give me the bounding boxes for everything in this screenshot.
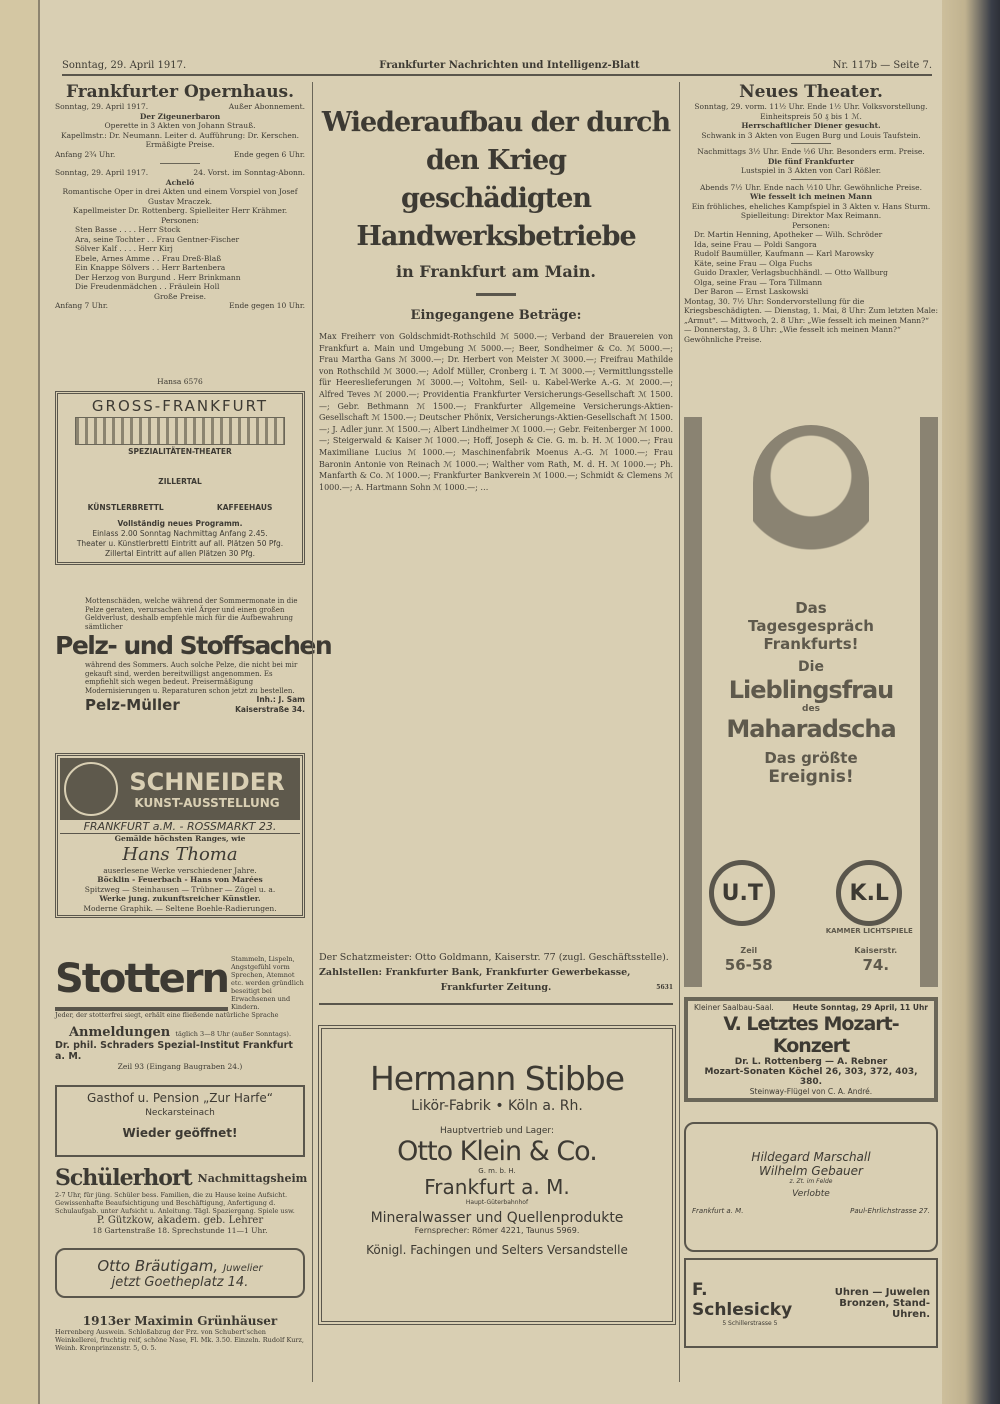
fiance-name: Wilhelm Gebauer (759, 1164, 863, 1178)
neues-line: Ein fröhliches, eheliches Kampfspiel in 3 Akten v. Hans Sturm. Spielleitung: Direktor Max Reimann. (691, 201, 931, 220)
film-line: Das (795, 599, 827, 617)
schlesicky-name: F. Schlesicky (692, 1279, 793, 1320)
ut-street: Zeil (740, 946, 758, 955)
stibbe-name: Hermann Stibbe (369, 1059, 625, 1098)
mozart-piano: Steinway-Flügel von C. A. André. (749, 1086, 873, 1096)
neues-play-3: Wie fesselt ich meinen Mann (749, 192, 873, 201)
issue-date: Sonntag, 29. April 1917. (62, 60, 187, 71)
pelz-intro: Mottenschäden, welche während der Sommermonate in die Pelze geraten, verursachen viel Ärger und einen großen Geldverlust, deshalb empfehle mich für die Aufbewahrung sämtlicher (85, 597, 298, 631)
maximin-title: 1913er Maximin Grünhäuser (82, 1314, 278, 1328)
engaged-city: Frankfurt a. M. (692, 1207, 744, 1215)
neues-more: Montag, 30. 7½ Uhr: Sondervorstellung für die Kriegsbeschädigten. — Dienstag, 1. Mai, 8 Uhr: Zum letzten Male: „Armut“. — Mittwoch, 2. 8 Uhr: „Wie fesselt ich meinen Mann?“ — Donnerstag, 3. 8 Uhr: „Wie fesselt ich meinen Mann?“ Gewöhnliche Preise. (684, 296, 938, 344)
film-line: Frankfurts! (763, 635, 859, 653)
mozart-artists: Dr. L. Rottenberg — A. Rebner (734, 1056, 888, 1067)
mozart-program: Mozart-Sonaten Köchel 26, 303, 372, 403, 380. (704, 1066, 918, 1087)
engagement-notice (684, 1122, 938, 1252)
kl-number: 74. (862, 956, 890, 974)
braeutigam-trade: Juwelier (223, 1263, 263, 1274)
stibbe-gmbh: G. m. b. H. (478, 1167, 516, 1175)
cast-line: Ein Knappe Sölvers . . Herr Bartenbera (75, 263, 226, 272)
pelz-body: während des Sommers. Auch solche Pelze, die nicht bei mir gekauft sind, werden bereitwilligst angenommen. Es empfiehlt sich wegen bedeut. Preisermäßigung Modernisierungen u. Reparaturen schon jetzt zu bestellen. (85, 661, 298, 695)
opera-prices-2: Große Preise. (153, 291, 207, 301)
kl-street: Kaiserstr. (854, 946, 898, 955)
pay-offices: Zahlstellen: Frankfurter Bank, Frankfurter Gewerbekasse, (319, 967, 631, 978)
film-title: Lieblingsfrau (728, 676, 894, 704)
ut-number: 56-58 (724, 956, 773, 974)
opera-begin-1: Anfang 2¾ Uhr. (55, 149, 116, 159)
schlesicky-goods-2: Bronzen, Stand-Uhren. (839, 1297, 930, 1320)
kl-logo: K.L (836, 860, 902, 926)
donation-list: Max Freiherr von Goldschmidt-Rothschild ℳ 5000.—; Verband der Brauereien von Frankfurt a. Main und Umgebung ℳ 5000.—; Beer, Sondheimer & Co. ℳ 5000.—; Frau Martha Gans ℳ 3000.—; Dr. Herbert von Meister ℳ 3000.—; Freifrau Mathilde von Rothschild ℳ 3000.—; Adolf Müller, Cronberg i. T. ℳ 3000.—; Vermittlungsstelle für Heereslieferungen ℳ 3000.—; Voltohm, Seil- u. Kabel-Werke A.-G. ℳ 2000.—; Alfred Teves ℳ 2000.—; Providentia Frankfurter Versicherungs-Gesellschaft ℳ 1500.—; Gebr. Bethmann ℳ 1500.—; Frankfurter Allgemeine Versicherungs-Aktien-Gesellschaft ℳ 1500.—; Deutscher Phönix, Versicherungs-Aktien-Gesellschaft ℳ 1500.—; J. Adler junr. ℳ 1500.—; Albert Lindheimer ℳ 1000.—; Gebr. Feitenberger ℳ 1000.—; Steigerwald & Kaiser ℳ 1000.—; Hoff, Joseph & Cie. G. m. b. H. ℳ 1000.—; Frau Maximiliane Lucius ℳ 1000.—; Maschinenfabrik Moenus A.-G. ℳ 1000.—; Frau Baronin Antonie von Reinach ℳ 1000.—; Walther vom Rath, M. d. H. ℳ 1000.—; Ph. Manfarth & Co. ℳ 1000.—; Frankfurter Bankverein ℳ 1000.—; Schmidt & Clemens ℳ 1000.—; A. Hartmann Sohn ℳ 1000.—; … (319, 332, 673, 492)
film-line: des (802, 704, 820, 714)
braeutigam-ad (55, 1248, 305, 1298)
page-number: Nr. 117b — Seite 7. (832, 60, 932, 71)
stibbe-haupt: Hauptvertrieb und Lager: (440, 1126, 554, 1136)
schneider-line-6: Moderne Graphik. — Seltene Boehle-Radierungen. (83, 903, 277, 913)
hort-sub: Nachmittagsheim (197, 1171, 308, 1185)
appeal-title-2: geschädigten Handwerksbetriebe (356, 183, 636, 252)
cast-line: Rudolf Baumüller, Kaufmann — Karl Marowsky (694, 249, 874, 258)
gross-price-2: Zillertal Eintritt auf allen Plätzen 30 Pfg. (105, 548, 255, 558)
pelz-owner: Inh.: J. Sam (256, 695, 305, 704)
schneider-sub: KUNST-AUSSTELLUNG (134, 796, 280, 810)
film-line: Die (798, 659, 824, 675)
opera-cond-1: Kapellmstr.: Dr. Neumann. Leiter d. Aufführung: Dr. Kerschen. (60, 130, 300, 140)
stottern-anm-2: täglich 3—8 Uhr (außer Sonntags). (175, 1029, 292, 1038)
kl-logo-ring: KAMMER LICHTSPIELE (825, 927, 913, 935)
appeal-footer (319, 950, 673, 1005)
neues-line: Lustspiel in 3 Akten von Carl Rößler. (740, 166, 882, 175)
stottern-side: Stammeln, Lispeln, Angstgefühl vorm Sprechen, Atemnot etc. werden gründlich beseitigt bei Erwachsenen und Kindern. (230, 955, 304, 1011)
treasurer: Der Schatzmeister: Otto Goldmann, Kaiserstr. 77 (zugl. Geschäftsstelle). (319, 952, 669, 963)
cast-line: Der Herzog von Burgund . Herr Brinkmann (75, 272, 241, 282)
stibbe-ad (318, 1025, 676, 1325)
cast-line: Sten Basse . . . . Herr Stock (75, 225, 181, 234)
appeal-title-1: Wiederaufbau der durch den Krieg (321, 107, 671, 176)
pelz-firm: Pelz-Müller (85, 695, 180, 714)
schuelerhort-ad (55, 1165, 308, 1236)
opera-play-1: Der Zigeunerbaron (139, 111, 221, 121)
maharaja-illustration (753, 425, 869, 595)
opera-desc-1: Operette in 3 Akten von Johann Strauß. (104, 121, 256, 130)
gross-frankfurt-ad (55, 377, 305, 569)
neues-line: Sonntag, 29. vorm. 11½ Uhr. Ende 1½ Uhr. Volksvorstellung. (694, 102, 928, 111)
engaged-status: Verlobte (792, 1189, 830, 1199)
opera-abo-1: Außer Abonnement. (228, 102, 305, 111)
schneider-line-2: auserlesene Werke verschiedener Jahre. (103, 865, 257, 875)
film-title-2: Maharadscha (726, 715, 896, 743)
right-column (684, 82, 938, 1327)
pay-offices-2: Frankfurter Zeitung. (440, 982, 552, 993)
neues-theater-title: Neues Theater. (739, 82, 883, 102)
harfe-place: Neckarsteinach (145, 1108, 215, 1118)
maximin-ad (55, 1314, 305, 1352)
binding-edge (942, 0, 1000, 1404)
opera-end-1: Ende gegen 6 Uhr. (233, 149, 305, 159)
stibbe-city: Frankfurt a. M. (424, 1175, 570, 1199)
harfe-open: Wieder geöffnet! (122, 1126, 238, 1140)
gross-title: GROSS-FRANKFURT (91, 396, 269, 415)
schneider-title: SCHNEIDER (129, 768, 285, 796)
neues-line: Nachmittags 3½ Uhr. Ende ½6 Uhr. Besonders erm. Preise. (697, 147, 925, 156)
fiance-note: z. Zt. im Felde (789, 1178, 833, 1185)
opera-date-1: Sonntag, 29. April 1917. (55, 102, 149, 111)
gross-price-1: Theater u. Künstlerbrettl Eintritt auf all. Plätzen 50 Pfg. (76, 538, 284, 548)
stottern-title: Stottern (55, 955, 228, 1011)
schneider-line-1: Gemälde höchsten Ranges, wie (114, 834, 246, 843)
opera-desc-2: Romantische Oper in drei Akten und einem Vorspiel von Josef Gustav Mraczek. (62, 187, 298, 206)
film-line: Das größte (764, 749, 858, 767)
stottern-ad (55, 955, 305, 1071)
newspaper-name: Frankfurter Nachrichten und Intelligenz-Blatt (379, 60, 640, 71)
opera-begin-2: Anfang 7 Uhr. (55, 301, 108, 310)
schneider-ad (55, 749, 305, 922)
hans-thoma-signature: Hans Thoma (122, 843, 238, 865)
page-header (62, 60, 932, 76)
adjacent-page-edge (0, 0, 40, 1404)
cinema-addresses (684, 946, 938, 974)
ad-phone: Hansa 6576 (157, 377, 203, 386)
mozart-when: Heute Sonntag, 29 April, 11 Uhr (792, 1003, 928, 1012)
left-column (55, 82, 332, 1352)
cast-line: Ida, seine Frau — Poldi Sangora (694, 239, 817, 249)
braeutigam-name: Otto Bräutigam, (97, 1257, 219, 1275)
pelz-ad (55, 597, 332, 714)
opera-title: Frankfurter Opernhaus. (65, 82, 295, 102)
schlesicky-ad (684, 1258, 938, 1348)
maximin-body: Herrenberg Auswein. Schloßabzug der Frz. von Schubert'schen Weinkellerei, fruchtig reif, schöne Nase, Fl. Mk. 3.50. Einzeln. Rudolf Kurz, Weinh. Kronprinzenstr. 5, O. 5. (55, 1328, 304, 1352)
harfe-name: Gasthof u. Pension „Zur Harfe“ (87, 1091, 273, 1105)
cast-line: Die Freudenmädchen . . Fräulein Holl (75, 282, 220, 291)
schneider-line-5: Werke jung. zukunftsreicher Künstler. (99, 894, 261, 903)
hort-body: 2-7 Uhr, für jüng. Schüler bess. Familien, die zu Hause keine Aufsicht. Gewissenhafte Beaufsichtigung und Beschäftigung, Anfertigung d. Schulaufgab. unter Aufsicht u. Anleitung. Tägl. Spaziergang. Spiele usw. (55, 1191, 295, 1215)
stottern-institute: Dr. phil. Schraders Spezial-Institut Frankfurt a. M. (55, 1039, 293, 1062)
opera-abo-2: 24. Vorst. im Sonntag-Abonn. (193, 168, 305, 177)
neues-play-1: Herrschaftlicher Diener gesucht. (741, 121, 881, 130)
cast-line: Ebele, Arnes Amme . . Frau Dreß-Blaß (75, 253, 222, 263)
schneider-addr: FRANKFURT a.M. - ROSSMARKT 23. (60, 820, 300, 834)
opera-persons: Personen: (161, 215, 199, 225)
hort-title: Schülerhort (55, 1165, 192, 1191)
braeutigam-addr: jetzt Goetheplatz 14. (111, 1275, 249, 1290)
stibbe-phone: Fernsprecher: Römer 4221, Taunus 5969. (414, 1226, 580, 1235)
neues-line: Abends 7½ Uhr. Ende nach ½10 Uhr. Gewöhnliche Preise. (700, 182, 922, 192)
mozart-venue: Kleiner Saalbau-Saal. (694, 1003, 774, 1012)
opera-cond-2: Kapellmeister Dr. Rottenberg. Spielleiter Herr Krähmer. (72, 206, 288, 215)
mozart-ad (684, 997, 938, 1102)
kl-logo-group (826, 860, 913, 936)
cinema-logos (684, 860, 938, 936)
received-heading: Eingegangene Beträge: (410, 308, 582, 323)
opera-prices-1: Ermäßigte Preise. (145, 140, 215, 149)
ut-logo: U.T (709, 860, 775, 926)
medallion-illustration (64, 762, 118, 816)
gross-theater: SPEZIALITÄTEN-THEATER (128, 446, 232, 456)
cast-line: Ara, seine Tochter . . Frau Gentner-Fischer (75, 234, 240, 244)
stottern-line: Jeder, der stotterfrei siegt, erhält eine fließende natürliche Sprache (55, 1011, 279, 1019)
neues-line: Einheitspreis 50 ₰ bis 1 ℳ. (760, 111, 862, 121)
appeal-title (319, 104, 673, 256)
cast-line: Käte, seine Frau — Olga Fuchs (694, 258, 813, 268)
pelz-title: Pelz- und Stoffsachen (55, 631, 332, 660)
stibbe-products: Mineralwasser und Quellenprodukte (370, 1210, 624, 1226)
opera-play-2: Acheló (165, 177, 195, 187)
neues-line: Schwank in 3 Akten von Eugen Burg und Louis Taufstein. (701, 130, 921, 140)
gross-zillertal: ZILLERTAL (158, 476, 202, 486)
hort-addr: 18 Gartenstraße 18. Sprechstunde 11—1 Uhr. (92, 1226, 268, 1235)
neues-persons: Personen: (792, 220, 830, 230)
cast-line: Guido Draxler, Verlagsbuchhändl. — Otto Wallburg (694, 268, 888, 277)
appeal-subtitle: in Frankfurt am Main. (395, 262, 596, 281)
opera-end-2: Ende gegen 10 Uhr. (229, 301, 305, 310)
opera-date-2: Sonntag, 29. April 1917. (55, 168, 149, 177)
gross-kaffee: KAFFEEHAUS (216, 502, 273, 512)
cast-line: Sölver Kalf . . . . Herr Kirj (75, 244, 173, 253)
schneider-line-3: Böcklin - Feuerbach - Hans von Marées (97, 875, 263, 884)
pelz-addr: Kaiserstraße 34. (235, 704, 305, 714)
neues-play-2: Die fünf Frankfurter (767, 156, 855, 166)
stibbe-station: Haupt-Güterbahnhof (465, 1199, 529, 1206)
gross-program: Vollständig neues Programm. (117, 518, 243, 528)
engaged-addr: Paul-Ehrlichstrasse 27. (850, 1207, 930, 1215)
film-line: Tagesgespräch (748, 617, 874, 635)
gross-brettl: KÜNSTLERBRETTL (87, 502, 164, 512)
schlesicky-goods-1: Uhren — Juwelen (834, 1286, 930, 1298)
stibbe-royal: Königl. Fachingen und Selters Versandstelle (366, 1243, 628, 1257)
mozart-title: V. Letztes Mozart-Konzert (723, 1012, 899, 1057)
stottern-anm: Anmeldungen (68, 1024, 171, 1040)
stottern-addr: Zeil 93 (Eingang Baugraben 24.) (117, 1061, 243, 1071)
fiancee-name: Hildegard Marschall (751, 1150, 871, 1164)
stibbe-firm: Otto Klein & Co. (397, 1136, 597, 1167)
stibbe-sub: Likör-Fabrik • Köln a. Rh. (411, 1098, 583, 1114)
harfe-ad (55, 1085, 305, 1157)
ad-ref: 5631 (656, 984, 673, 991)
gross-sunday: Einlass 2.00 Sonntag Nachmittag Anfang 2.45. (92, 528, 268, 538)
hort-teacher: P. Gützkow, akadem. geb. Lehrer (96, 1215, 264, 1226)
cast-line: Olga, seine Frau — Tora Tillmann (694, 277, 823, 287)
cast-line: Dr. Martin Henning, Apotheker — Wilh. Schröder (694, 230, 883, 239)
schneider-line-4: Spitzweg — Steinhausen — Trübner — Zügel u. a. (84, 884, 276, 894)
cast-line: Der Baron — Ernst Laskowski (694, 287, 809, 296)
film-line: Ereignis! (768, 767, 854, 787)
building-illustration (75, 417, 285, 445)
schlesicky-addr: 5 Schillerstrasse 5 (722, 1319, 778, 1327)
